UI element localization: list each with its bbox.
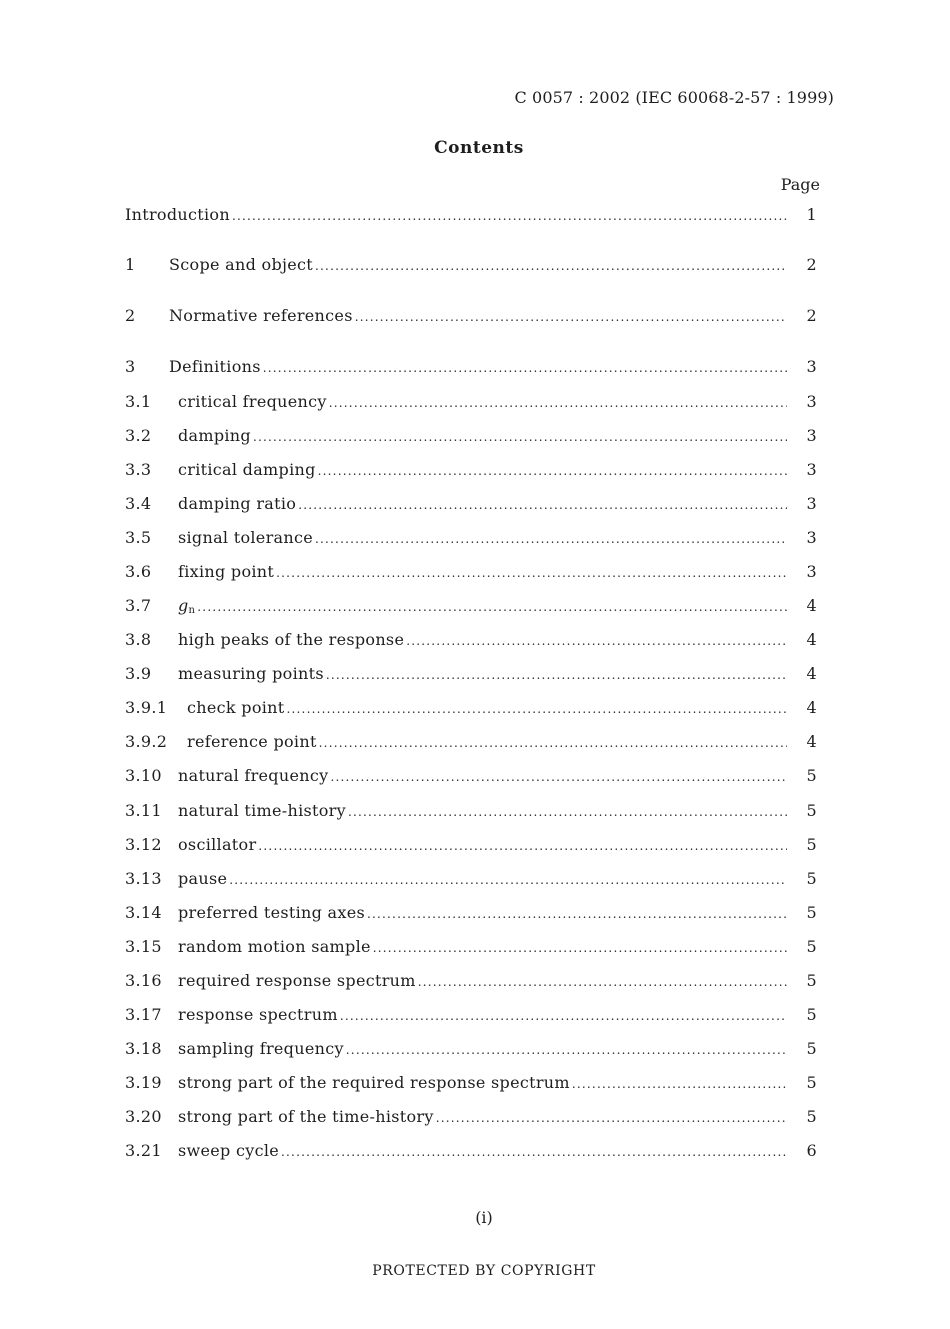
toc-entry [125, 868, 817, 890]
toc-entry-page: 3 [806, 562, 817, 581]
dot-leader [197, 596, 787, 618]
toc-entry-page: 3 [806, 528, 817, 547]
dot-leader [346, 1039, 787, 1061]
toc-entry-number: 1 [125, 255, 136, 274]
toc-entry-title-text: natural frequency [178, 766, 329, 785]
toc-entry-title [178, 936, 371, 958]
toc-entry-title [169, 356, 261, 378]
toc-entry [125, 527, 817, 549]
toc-entry [125, 1038, 817, 1060]
toc-entry-number: 3.1 [125, 392, 152, 411]
toc-entry-page: 6 [806, 1141, 817, 1160]
dot-leader [373, 937, 787, 959]
dot-leader [330, 766, 787, 788]
toc-entry [125, 697, 817, 719]
toc-entry-number: 3.20 [125, 1107, 162, 1126]
toc-entry-number: 3.10 [125, 766, 162, 785]
toc-entry [125, 834, 817, 856]
toc-entry-number: 3.8 [125, 630, 152, 649]
dot-leader [281, 1141, 787, 1163]
toc-entry-title-text: response spectrum [178, 1005, 338, 1024]
footer-page-number: (i) [475, 1208, 493, 1227]
toc-entry-title [187, 697, 285, 719]
toc-entry-page: 4 [806, 732, 817, 751]
dot-leader [326, 664, 787, 686]
toc-entry-title [178, 629, 404, 651]
dot-leader [315, 255, 787, 277]
dot-leader [367, 903, 787, 925]
toc-entry-page: 2 [806, 306, 817, 325]
toc-entry [125, 1072, 817, 1094]
toc-entry-number: 3.3 [125, 460, 152, 479]
toc-entry-title [178, 1072, 570, 1094]
toc-entry [125, 902, 817, 924]
toc-entry-title-text: measuring points [178, 664, 324, 683]
toc-entry-title-text: g [178, 596, 189, 615]
toc-entry [125, 1106, 817, 1128]
toc-entry-number: 3.19 [125, 1073, 162, 1092]
toc-entry-page: 4 [806, 698, 817, 717]
dot-leader [572, 1073, 787, 1095]
dot-leader [319, 732, 787, 754]
toc-entry [125, 731, 817, 753]
toc-entry-title [178, 1140, 279, 1162]
dot-leader [258, 835, 787, 857]
document-reference: C 0057 : 2002 (IEC 60068-2-57 : 1999) [514, 88, 834, 107]
toc-entry-title [178, 1004, 338, 1026]
toc-entry-title-text: required response spectrum [178, 971, 416, 990]
toc-entry-title-text: high peaks of the response [178, 630, 405, 649]
toc-entry-page: 5 [806, 937, 817, 956]
toc-entry-number: 3.16 [125, 971, 162, 990]
toc-entry-title-text: sweep cycle [178, 1141, 280, 1160]
toc-entry-number: 3.9 [125, 664, 152, 683]
toc-entry-title [178, 834, 256, 856]
dot-leader [253, 426, 787, 448]
toc-entry-number: 3.2 [125, 426, 152, 445]
toc-entry-title-text: damping ratio [178, 494, 297, 513]
toc-entry-number: 3.13 [125, 869, 162, 888]
toc-entry-title [178, 1038, 344, 1060]
toc-entry-title-text: Definitions [169, 357, 261, 376]
toc-entry-title-text: signal tolerance [178, 528, 313, 547]
toc-entry-page: 4 [806, 664, 817, 683]
toc-entry-title-text: check point [187, 698, 285, 717]
toc-entry-title [169, 254, 313, 276]
toc-entry-title [178, 1106, 434, 1128]
toc-entry-number: 3.7 [125, 596, 152, 615]
toc-entry [125, 305, 817, 327]
toc-entry-title [178, 765, 328, 787]
toc-entry-page: 5 [806, 801, 817, 820]
toc-entry-number: 3.12 [125, 835, 162, 854]
toc-entry-title-text: damping [178, 426, 251, 445]
toc-entry-title-text: reference point [187, 732, 317, 751]
toc-entry [125, 459, 817, 481]
copyright-notice: PROTECTED BY COPYRIGHT [372, 1263, 596, 1279]
toc-entry [125, 800, 817, 822]
toc-entry-title-text: Scope and object [169, 255, 314, 274]
toc-entry [125, 561, 817, 583]
toc-entry-page: 4 [806, 630, 817, 649]
toc-entry-title [178, 527, 313, 549]
toc-entry-title-text: critical damping [178, 460, 316, 479]
dot-leader [276, 562, 787, 584]
toc-entry-title-text: strong part of the required response spectrum [178, 1073, 570, 1092]
toc-entry-title [178, 425, 251, 447]
toc-entry-title [178, 868, 227, 890]
toc-entry-title [178, 902, 365, 924]
toc-entry [125, 629, 817, 651]
toc-entry-page: 5 [806, 869, 817, 888]
page-column-label: Page [780, 175, 820, 194]
toc-entry [125, 595, 817, 617]
dot-leader [263, 357, 787, 379]
toc-entry [125, 1004, 817, 1026]
toc-entry-title-subscript: n [188, 605, 196, 616]
dot-leader [348, 801, 787, 823]
page-title: Contents [434, 138, 524, 158]
dot-leader [229, 869, 787, 891]
toc-entry-title-text: sampling frequency [178, 1039, 344, 1058]
toc-entry-title-text: fixing point [178, 562, 275, 581]
toc-entry-number: 3.14 [125, 903, 162, 922]
toc-entry-number: 3.21 [125, 1141, 162, 1160]
toc-entry-title-text: natural time-history [178, 801, 346, 820]
toc-entry-title [178, 595, 195, 622]
toc-entry-page: 3 [806, 494, 817, 513]
dot-leader [355, 306, 787, 328]
toc-entry-title-text: critical frequency [178, 392, 327, 411]
dot-leader [329, 392, 787, 414]
toc-entry-title [178, 391, 327, 413]
toc-entry-title [178, 970, 416, 992]
toc-entry-page: 5 [806, 1107, 817, 1126]
toc-entry-page: 5 [806, 766, 817, 785]
toc-entry-title-text: Introduction [125, 205, 230, 224]
toc-entry-title-text: strong part of the time-history [178, 1107, 434, 1126]
toc-entry-title [178, 800, 346, 822]
dot-leader [287, 698, 787, 720]
toc-entry-page: 3 [806, 460, 817, 479]
toc-entry-page: 5 [806, 1039, 817, 1058]
toc-entry-number: 3.9.2 [125, 732, 168, 751]
toc-entry-number: 3.5 [125, 528, 152, 547]
toc-entry-number: 3.9.1 [125, 698, 168, 717]
toc-entry-page: 5 [806, 1005, 817, 1024]
dot-leader [406, 630, 787, 652]
dot-leader [436, 1107, 787, 1129]
toc-entry [125, 936, 817, 958]
toc-entry-title-text: oscillator [178, 835, 257, 854]
toc-entry [125, 493, 817, 515]
toc-entry-title-text: preferred testing axes [178, 903, 365, 922]
toc-entry-number: 3 [125, 357, 136, 376]
toc-entry-number: 3.15 [125, 937, 162, 956]
toc-entry-number: 3.6 [125, 562, 152, 581]
toc-entry-page: 3 [806, 392, 817, 411]
dot-leader [298, 494, 787, 516]
toc-entry-page: 5 [806, 971, 817, 990]
toc-entry-page: 3 [806, 426, 817, 445]
toc-entry-page: 4 [806, 596, 817, 615]
toc-entry-page: 2 [806, 255, 817, 274]
toc-entry [125, 425, 817, 447]
toc-entry-title [178, 663, 324, 685]
dot-leader [315, 528, 787, 550]
toc-entry [125, 970, 817, 992]
toc-entry-title-text: Normative references [169, 306, 353, 325]
toc-entry-number: 3.18 [125, 1039, 162, 1058]
toc-entry [125, 1140, 817, 1162]
toc-entry-title [178, 561, 274, 583]
toc-entry-number: 2 [125, 306, 136, 325]
toc-entry-title [178, 493, 296, 515]
toc-entry [125, 391, 817, 413]
toc-entry [125, 254, 817, 276]
toc-entry-title [178, 459, 316, 481]
toc-entry [125, 765, 817, 787]
toc-entry-title [125, 204, 230, 226]
toc-entry [125, 663, 817, 685]
toc-entry-page: 3 [806, 357, 817, 376]
toc-entry-number: 3.4 [125, 494, 152, 513]
toc-entry-page: 5 [806, 835, 817, 854]
toc-entry-number: 3.17 [125, 1005, 162, 1024]
toc-entry-page: 5 [806, 1073, 817, 1092]
toc-entry-number: 3.11 [125, 801, 162, 820]
toc-entry [125, 356, 817, 378]
dot-leader [232, 205, 787, 227]
toc-entry-title [187, 731, 317, 753]
dot-leader [340, 1005, 787, 1027]
toc-entry-page: 1 [806, 205, 817, 224]
toc-entry-title-text: random motion sample [178, 937, 371, 956]
toc-entry [125, 204, 817, 226]
toc-entry-page: 5 [806, 903, 817, 922]
toc-entry-title-text: pause [178, 869, 228, 888]
dot-leader [318, 460, 787, 482]
toc-entry-title [169, 305, 353, 327]
dot-leader [418, 971, 787, 993]
